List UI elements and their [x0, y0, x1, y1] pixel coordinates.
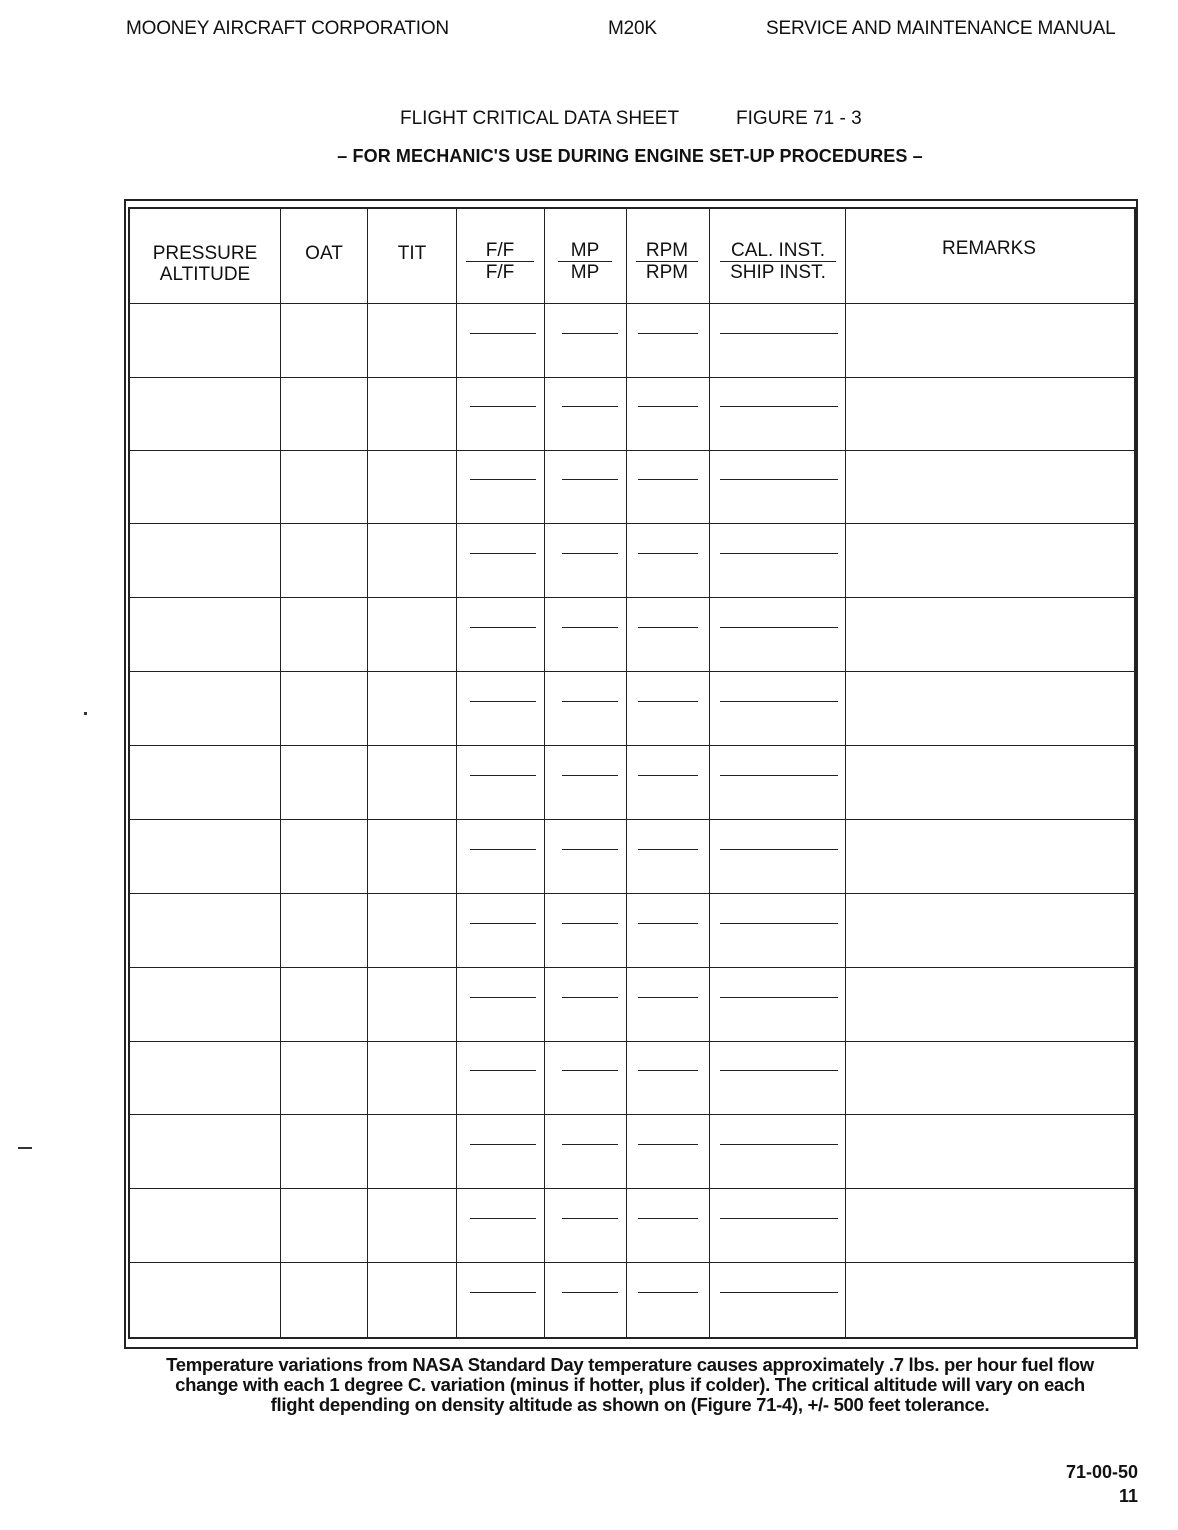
entry-blank-line[interactable] [470, 923, 536, 924]
table-row-divider [129, 377, 1135, 378]
col-header-mp-cal: MP [558, 240, 612, 262]
entry-blank-line[interactable] [720, 1144, 838, 1145]
entry-blank-line[interactable] [470, 1292, 536, 1293]
entry-blank-line[interactable] [720, 1292, 838, 1293]
entry-blank-line[interactable] [562, 997, 618, 998]
table-row-divider [129, 967, 1135, 968]
manual-title: SERVICE AND MAINTENANCE MANUAL [766, 18, 1116, 39]
entry-blank-line[interactable] [562, 1070, 618, 1071]
entry-blank-line[interactable] [470, 997, 536, 998]
col-header-ff [466, 240, 534, 283]
table-row-divider [129, 745, 1135, 746]
aircraft-model: M20K [608, 18, 657, 39]
entry-blank-line[interactable] [720, 849, 838, 850]
entry-blank-line[interactable] [562, 1292, 618, 1293]
entry-blank-line[interactable] [562, 406, 618, 407]
entry-blank-line[interactable] [720, 406, 838, 407]
entry-blank-line[interactable] [638, 406, 698, 407]
entry-blank-line[interactable] [470, 627, 536, 628]
table-row-divider [129, 1188, 1135, 1189]
col-header-rpm-cal: RPM [636, 240, 698, 262]
entry-blank-line[interactable] [562, 479, 618, 480]
entry-blank-line[interactable] [470, 1144, 536, 1145]
entry-blank-line[interactable] [720, 627, 838, 628]
entry-blank-line[interactable] [720, 997, 838, 998]
entry-blank-line[interactable] [720, 479, 838, 480]
sheet-title: FLIGHT CRITICAL DATA SHEET [400, 108, 680, 129]
col-header-ff-cal: F/F [466, 240, 534, 262]
entry-blank-line[interactable] [638, 1218, 698, 1219]
col-header-ship-inst: SHIP INST. [730, 262, 826, 283]
table-row-divider [129, 303, 1135, 304]
section-code: 71-00-50 [1065, 1462, 1138, 1482]
col-header-rpm [636, 240, 698, 283]
entry-blank-line[interactable] [720, 1070, 838, 1071]
table-row-divider [129, 819, 1135, 820]
table-row-divider [129, 450, 1135, 451]
manufacturer-name: MOONEY AIRCRAFT CORPORATION [126, 18, 449, 39]
table-row-divider [129, 1262, 1135, 1263]
table-row-divider [129, 523, 1135, 524]
figure-label: FIGURE 71 - 3 [736, 108, 862, 129]
entry-blank-line[interactable] [470, 406, 536, 407]
entry-blank-line[interactable] [470, 701, 536, 702]
col-header-rpm-ship: RPM [645, 262, 689, 283]
entry-blank-line[interactable] [470, 849, 536, 850]
entry-blank-line[interactable] [720, 775, 838, 776]
entry-blank-line[interactable] [638, 775, 698, 776]
entry-blank-line[interactable] [470, 1070, 536, 1071]
col-header-remarks: REMARKS [942, 238, 1036, 259]
entry-blank-line[interactable] [562, 1218, 618, 1219]
entry-blank-line[interactable] [470, 333, 536, 334]
entry-blank-line[interactable] [562, 923, 618, 924]
col-header-mp [558, 240, 612, 283]
entry-blank-line[interactable] [562, 775, 618, 776]
entry-blank-line[interactable] [638, 627, 698, 628]
col-header-mp-ship: MP [570, 262, 600, 283]
entry-blank-line[interactable] [720, 923, 838, 924]
entry-blank-line[interactable] [638, 1070, 698, 1071]
col-header-ff-ship: F/F [485, 262, 515, 283]
entry-blank-line[interactable] [470, 775, 536, 776]
table-row-divider [129, 1114, 1135, 1115]
entry-blank-line[interactable] [638, 701, 698, 702]
entry-blank-line[interactable] [638, 1292, 698, 1293]
col-header-cal-inst [720, 240, 836, 283]
entry-blank-line[interactable] [638, 1144, 698, 1145]
entry-blank-line[interactable] [562, 333, 618, 334]
table-row-divider [129, 1041, 1135, 1042]
table-row-divider [129, 893, 1135, 894]
entry-blank-line[interactable] [562, 701, 618, 702]
sheet-subtitle: – FOR MECHANIC'S USE DURING ENGINE SET-UP PROCEDURES – [337, 146, 923, 166]
table-row-divider [129, 671, 1135, 672]
temperature-note: Temperature variations from NASA Standard Day temperature causes approximately .7 lbs. per hour fuel flow change with each 1 degree C. variation (minus if hotter, plus if colder). The critical altitude will vary on each flight depending on density altitude as shown on (Figure 71-4), +/- 500 feet tolerance. [166, 1354, 1094, 1415]
entry-blank-line[interactable] [562, 1144, 618, 1145]
entry-blank-line[interactable] [638, 923, 698, 924]
col-header-oat: OAT [305, 243, 343, 264]
entry-blank-line[interactable] [638, 479, 698, 480]
entry-blank-line[interactable] [562, 849, 618, 850]
entry-blank-line[interactable] [720, 553, 838, 554]
entry-blank-line[interactable] [720, 701, 838, 702]
entry-blank-line[interactable] [562, 553, 618, 554]
entry-blank-line[interactable] [470, 479, 536, 480]
scan-speck [18, 1147, 32, 1149]
table-row-divider [129, 597, 1135, 598]
col-header-tit: TIT [397, 243, 427, 264]
entry-blank-line[interactable] [638, 997, 698, 998]
entry-blank-line[interactable] [720, 333, 838, 334]
entry-blank-line[interactable] [470, 1218, 536, 1219]
entry-blank-line[interactable] [638, 849, 698, 850]
entry-blank-line[interactable] [562, 627, 618, 628]
entry-blank-line[interactable] [720, 1218, 838, 1219]
entry-blank-line[interactable] [638, 333, 698, 334]
page-number: 11 [1118, 1486, 1138, 1506]
scan-speck [84, 712, 87, 715]
col-header-cal-inst-top: CAL. INST. [720, 240, 836, 262]
entry-blank-line[interactable] [470, 553, 536, 554]
entry-blank-line[interactable] [638, 553, 698, 554]
col-header-pressure-altitude: PRESSURE ALTITUDE [152, 243, 258, 285]
